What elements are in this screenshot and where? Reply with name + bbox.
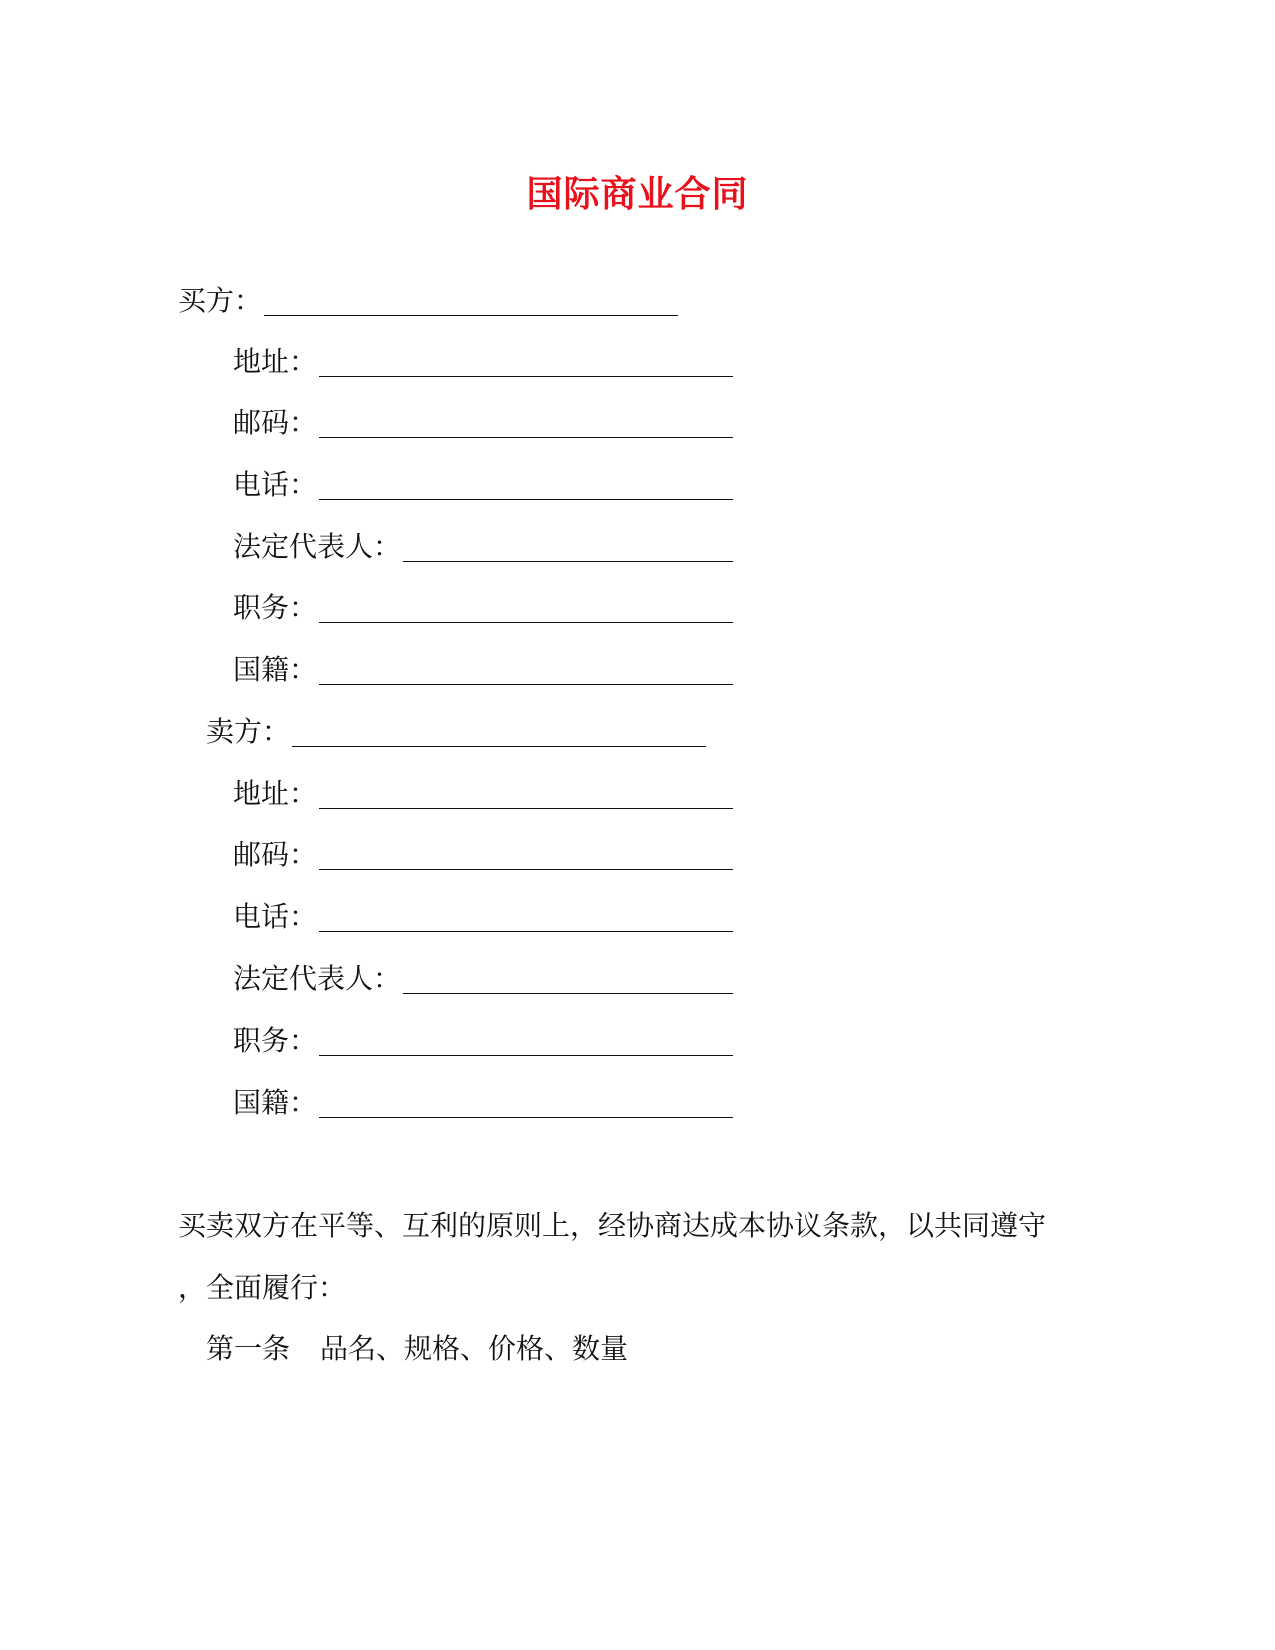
seller-position-blank[interactable]: [319, 1055, 733, 1056]
buyer-phone-label: 电话：: [233, 468, 318, 501]
article-1-number: 第一条: [206, 1332, 291, 1365]
preamble-line-2: ，全面履行：: [178, 1271, 347, 1304]
seller-nationality-label: 国籍：: [233, 1086, 318, 1119]
seller-field-line: [233, 837, 733, 873]
buyer-position-blank[interactable]: [319, 622, 733, 623]
buyer-address-label: 地址：: [233, 345, 318, 378]
seller-phone-blank[interactable]: [319, 931, 733, 932]
buyer-field-line: [233, 529, 733, 565]
buyer-postcode-blank[interactable]: [319, 437, 733, 438]
buyer-address-blank[interactable]: [319, 376, 733, 377]
buyer-heading-line: [178, 283, 678, 319]
seller-heading-label: 卖方：: [206, 715, 291, 748]
buyer-postcode-label: 邮码：: [233, 406, 318, 439]
seller-name-blank[interactable]: [292, 746, 706, 747]
seller-postcode-label: 邮码：: [233, 838, 318, 871]
seller-field-line: [233, 1023, 733, 1059]
buyer-position-label: 职务：: [233, 591, 318, 624]
buyer-heading-label: 买方：: [178, 284, 263, 317]
article-1-heading: [206, 1331, 628, 1367]
buyer-field-line: [233, 344, 733, 380]
buyer-nationality-blank[interactable]: [319, 684, 733, 685]
contract-title: 国际商业合同: [526, 173, 749, 215]
seller-nationality-blank[interactable]: [319, 1117, 733, 1118]
buyer-legal-rep-blank[interactable]: [403, 561, 733, 562]
buyer-legal-rep-label: 法定代表人：: [233, 530, 402, 563]
seller-address-blank[interactable]: [319, 808, 733, 809]
seller-field-line: [233, 899, 733, 935]
preamble-line-1: 买卖双方在平等、互利的原则上，经协商达成本协议条款，以共同遵守: [178, 1209, 1047, 1242]
buyer-field-line: [233, 652, 733, 688]
seller-postcode-blank[interactable]: [319, 869, 733, 870]
buyer-field-line: [233, 590, 733, 626]
seller-address-label: 地址：: [233, 777, 318, 810]
buyer-nationality-label: 国籍：: [233, 653, 318, 686]
buyer-name-blank[interactable]: [264, 315, 678, 316]
buyer-phone-blank[interactable]: [319, 499, 733, 500]
seller-legal-rep-label: 法定代表人：: [233, 962, 402, 995]
seller-position-label: 职务：: [233, 1024, 318, 1057]
buyer-field-line: [233, 467, 733, 503]
seller-heading-line: [206, 714, 706, 750]
seller-legal-rep-blank[interactable]: [403, 993, 733, 994]
seller-phone-label: 电话：: [233, 900, 318, 933]
article-1-title: 品名、规格、价格、数量: [320, 1332, 629, 1365]
seller-field-line: [233, 961, 733, 997]
seller-field-line: [233, 1085, 733, 1121]
buyer-field-line: [233, 405, 733, 441]
seller-field-line: [233, 776, 733, 812]
